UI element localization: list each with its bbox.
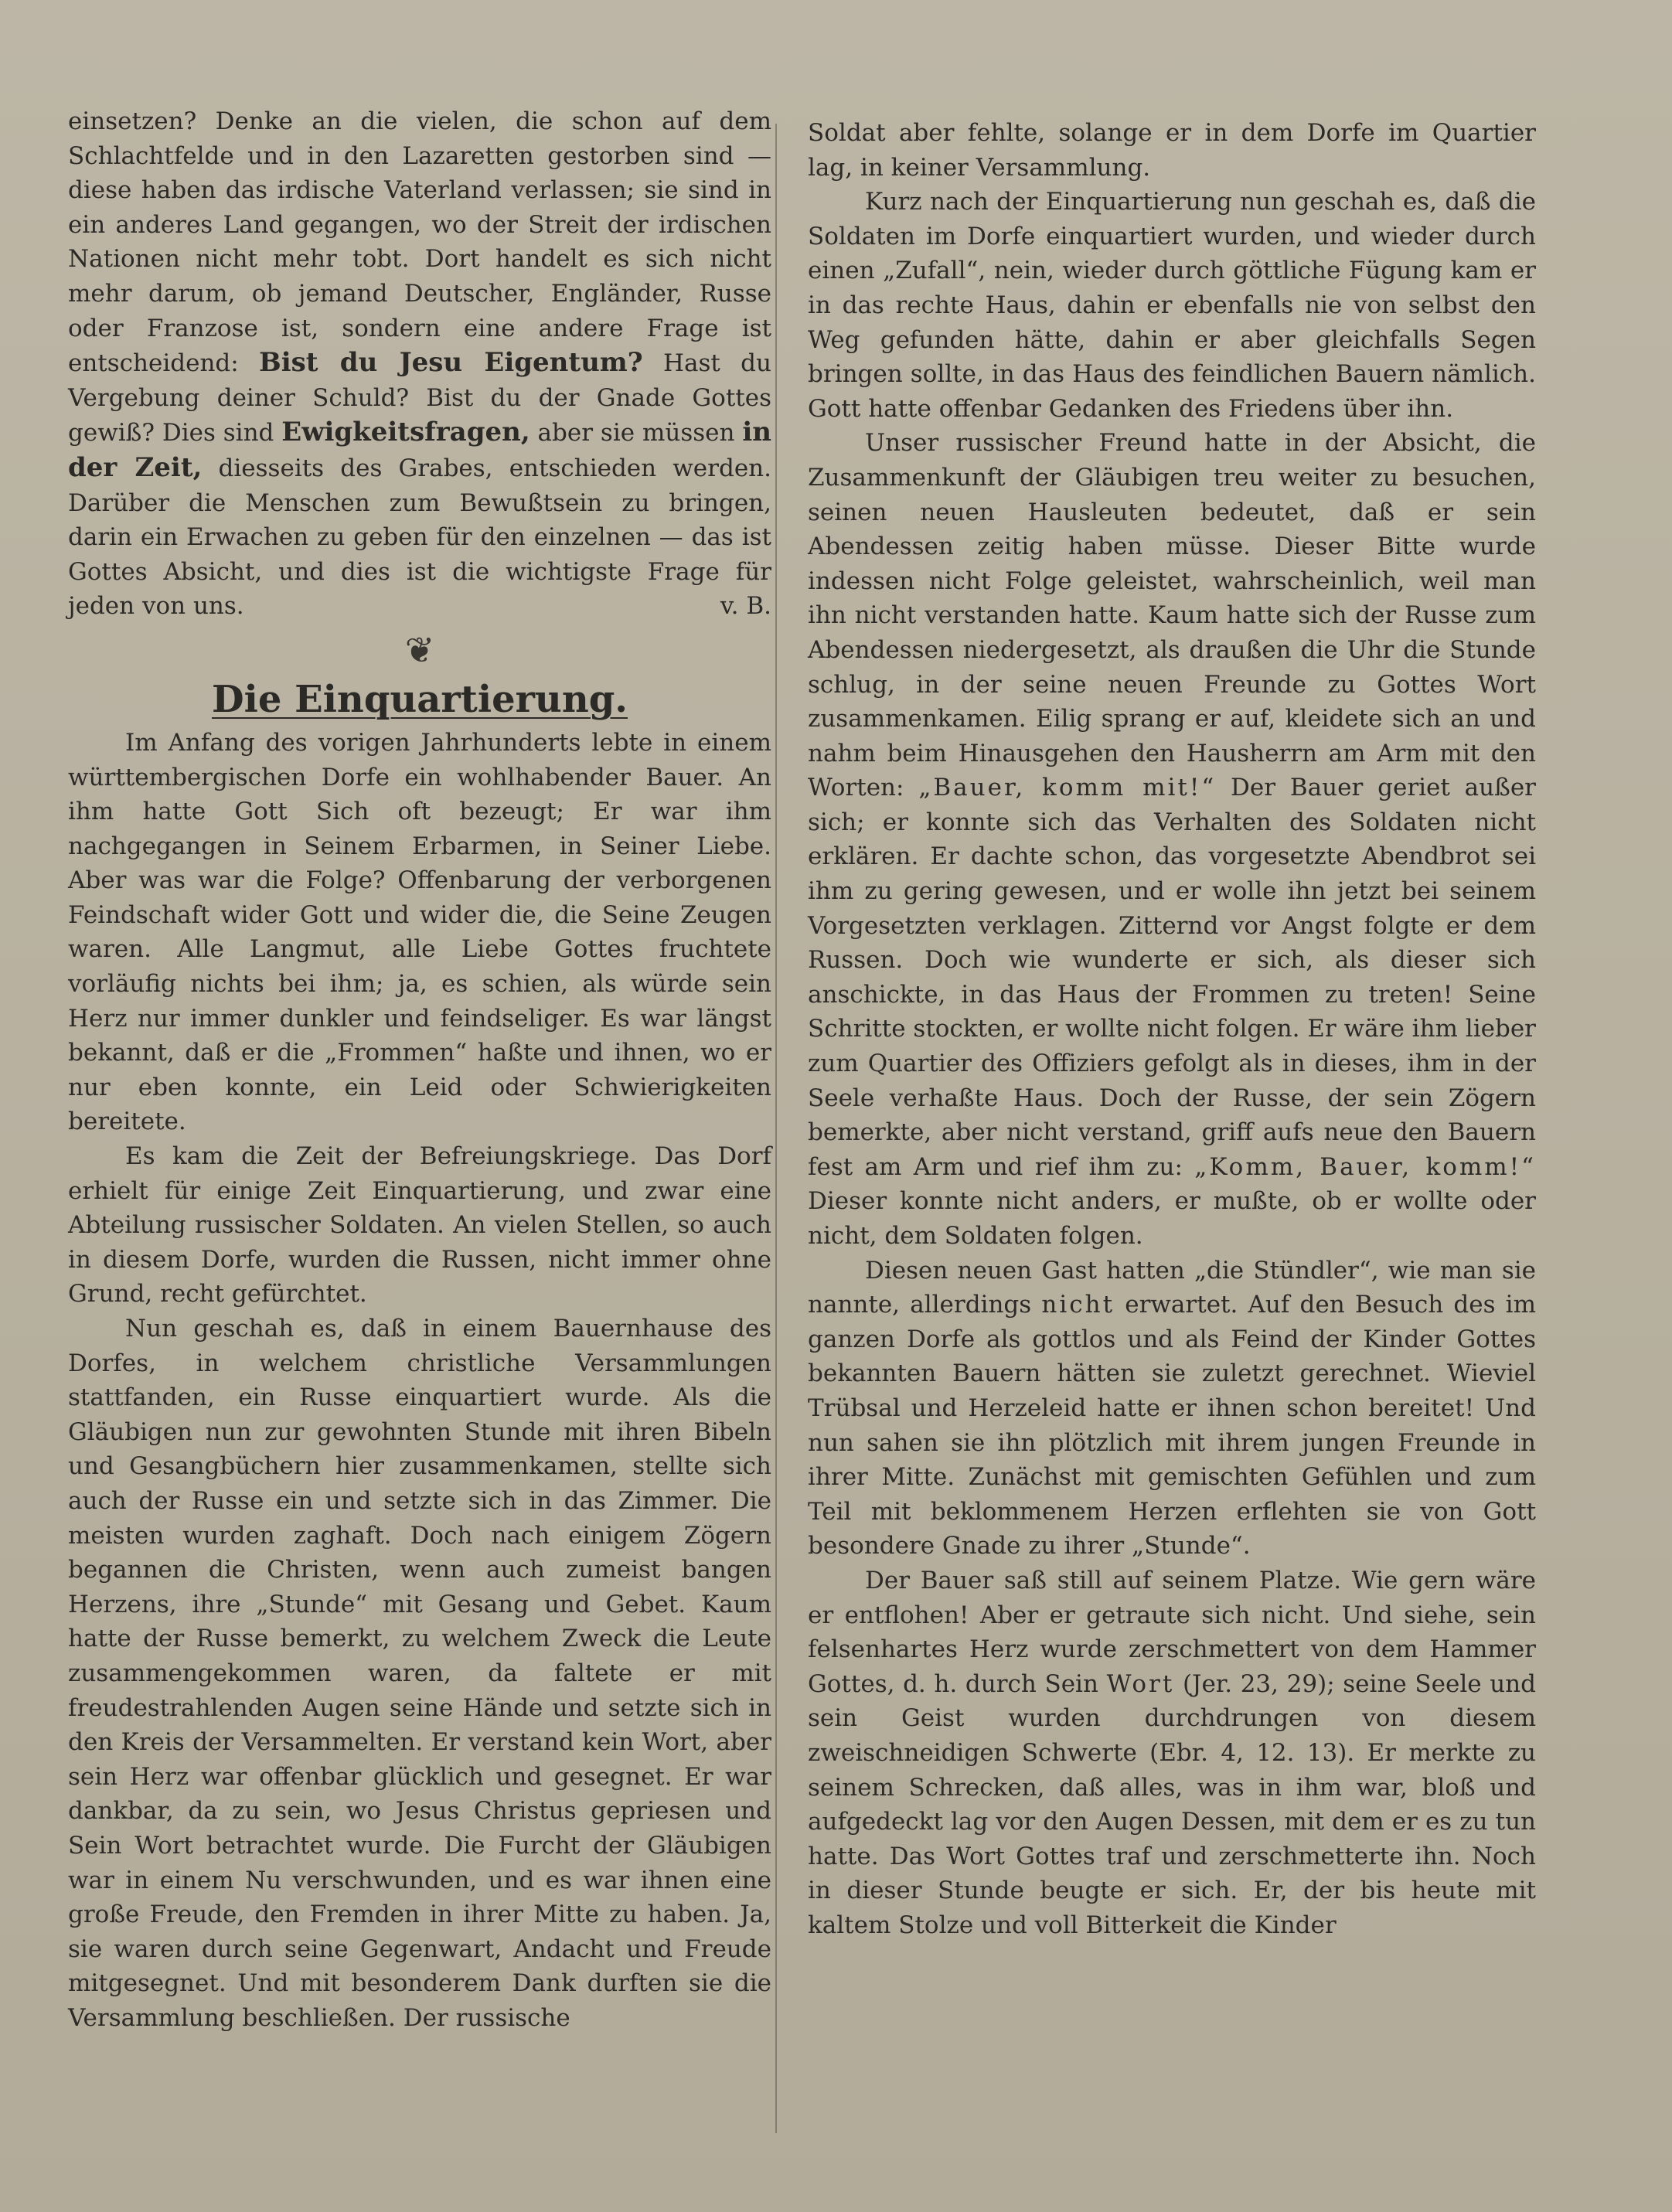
quote-bauer-komm-mit: „Bauer, komm mit!“ [918,774,1217,802]
article-paragraph-1: Im Anfang des vorigen Jahrhunderts lebte in einem württembergischen Dorfe ein wohlhabender Bauer. An ihm hatte Gott Sich oft bezeugt; Er war ihm nachgegangen in Seinem Erbarmen, in Seiner Liebe. Aber was war die Folge? Offenbarung der verborgenen Feindschaft wider Gott und wider die, die Seine Zeugen waren. Alle Langmut, alle Liebe Gottes fruchtete vorläufig nichts bei ihm; ja, es schien, als würde sein Herz nur immer dunkler und feindseliger. Es war längst bekannt, daß er die „Frommen“ haßte und ihnen, wo er nur eben konnte, ein Leid oder Schwierigkeiten bereitete. [68,728,771,1136]
right-paragraph-5 [808,1564,1536,1943]
intro-text: einsetzen? Denke an die vielen, die schon auf dem Schlachtfelde und in den Lazaretten gestorben sind — diese haben das irdische Vaterland verlassen; sie sind in ein anderes Land gegangen, wo der Streit der irdischen Nationen nicht mehr tobt. Dort handelt es sich nicht mehr darum, ob jemand Deutscher, Engländer, Russe oder Franzose ist, sondern eine andere Frage ist entscheidend: [68,107,771,378]
intro-cont: Hast du Vergebung deiner Schuld? Bist du der Gnade Gottes gewiß? Dies sind [68,349,771,448]
intro-cont2: aber sie müssen [537,419,735,448]
emph-wort: Wort [1106,1669,1175,1698]
right-paragraph-4-b: erwartet. Auf den Besuch des im ganzen Dorfe als gottlos und als Feind der Kinder Gottes bekannten Bauern hätten sie zuletzt gerechnet. Wieviel Trübsal und Herzeleid hatte er ihnen schon bereitet! Und nun sahen sie ihn plötzlich mit ihrem jungen Freunde in ihrer Mitte. Zunächst mit gemischten Gefühlen und zum Teil mit beklommenem Herzen erflehten sie von Gott besondere Gnade zu ihrer „Stunde“. [808,1291,1536,1560]
intro-paragraph [68,104,771,624]
intro-end: diesseits des Grabes, entschieden werden. Darüber die Menschen zum Bewußtsein zu bringen, darin ein Erwachen zu geben für den einzelnen — das ist Gottes Absicht, und dies ist die wichtigste Frage für jeden von uns. [68,454,771,621]
right-paragraph-1: Soldat aber fehlte, solange er in dem Dorfe im Quartier lag, in keiner Versammlung. [808,119,1536,182]
signature: v. B. [720,592,771,621]
right-column [808,116,1536,1942]
emph-eternity: Ewigkeitsfragen, [281,417,530,448]
right-paragraph-4-a: Diesen neuen Gast hatten „die Stündler“, wie man sie nannte, allerdings [808,1256,1536,1319]
right-paragraph-2: Kurz nach der Einquartierung nun geschah es, daß die Soldaten im Dorfe einquartiert wurden, und wieder durch einen „Zufall“, nein, wieder durch göttliche Fügung kam er in das rechte Haus, dahin er ebenfalls nie von selbst den Weg gefunden hätte, dahin er aber gleichfalls Segen bringen sollte, in das Haus des feindlichen Bauern nämlich. Gott hatte offenbar Gedanken des Friedens über ihn. [808,188,1536,423]
article-paragraph-3: Nun geschah es, daß in einem Bauernhause des Dorfes, in welchem christliche Versammlungen stattfanden, ein Russe einquartiert wurde. Als die Gläubigen nun zur gewohnten Stunde mit ihren Bibeln und Gesangbüchern hier zusammenkamen, stellte sich auch der Russe ein und setzte sich in das Zimmer. Die meisten wurden zaghaft. Doch nach einigem Zögern begannen die Christen, wenn auch zumeist bangen Herzens, ihre „Stunde“ mit Gesang und Gebet. Kaum hatte der Russe bemerkt, zu welchem Zweck die Leute zusammengekommen waren, da faltete er mit freudestrahlenden Augen seine Hände und setzte sich in den Kreis der Versammelten. Er verstand kein Wort, aber sein Herz war offenbar glücklich und gesegnet. Er war dankbar, da zu sein, wo Jesus Christus gepriesen und Sein Wort betrachtet wurde. Die Furcht der Gläubigen war in einem Nu verschwunden, und es war ihnen eine große Freude, den Fremden in ihrer Mitte zu haben. Ja, sie waren durch seine Gegenwart, Andacht und Freude mitgesegnet. Und mit besonderem Dank durften sie die Versammlung beschließen. Der russische [68,1315,771,2032]
article-paragraph-2: Es kam die Zeit der Befreiungskriege. Das Dorf erhielt für einige Zeit Einquartierung, und zwar eine Abteilung russischer Soldaten. An vielen Stellen, so auch in diesem Dorfe, wurden die Russen, nicht immer ohne Grund, recht gefürchtet. [68,1142,771,1308]
article-title: Die Einquartierung. [212,677,628,721]
column-divider [775,124,777,2133]
emph-nicht: nicht [1041,1291,1115,1319]
right-paragraph-4 [808,1254,1536,1564]
right-paragraph-5-b: (Jer. 23, 29); seine Seele und sein Geist wurden durchdrungen von diesem zweischneidigen Schwerte (Ebr. 4, 12. 13). Er merkte zu seinem Schrecken, daß alles, was in ihm war, bloß und aufgedeckt lag vor den Augen Dessen, mit dem er es zu tun hatte. Das Wort Gottes traf und zerschmetterte ihn. Noch in dieser Stunde beugte er sich. Er, der bis heute mit kaltem Stolze und voll Bitterkeit die Kinder [808,1669,1536,1939]
right-paragraph-5-a: Der Bauer saß still auf seinem Platze. Wie gern wäre er entflohen! Aber er getraute sich nicht. Und siehe, sein felsenhartes Herz wurde zerschmettert von dem Hammer Gottes, d. h. durch Sein [808,1566,1536,1698]
quote-komm-bauer: „Komm, Bauer, komm!“ [1194,1152,1536,1181]
right-paragraph-3-b: Der Bauer geriet außer sich; er konnte sich das Verhalten des Soldaten nicht erklären. Er dachte schon, das vorgesetzte Abendbrot sei ihm zu gering gewesen, und er wolle ihn jetzt bei seinem Vorgesetzten verklagen. Zitternd vor Angst folgte er dem Russen. Doch wie wunderte er sich, als dieser sich anschickte, in das Haus der Frommen zu treten! Seine Schritte stockten, er wollte nicht folgen. Er wäre ihm lieber zum Quartier des Offiziers gefolgt als in dieses, ihm in der Seele verhaßte Haus. Doch der Russe, der sein Zögern bemerkte, aber nicht verstand, griff aufs neue den Bauern fest am Arm und rief ihm zu: [808,774,1537,1181]
ornament-icon: ❦ [404,628,435,671]
right-paragraph-3 [808,426,1536,1253]
left-column [68,104,771,2035]
emph-question: Bist du Jesu Eigentum? [259,347,643,379]
emph-time: in der Zeit, [68,417,771,483]
right-paragraph-3-c: Dieser konnte nicht anders, er mußte, ob er wollte oder nicht, dem Soldaten folgen. [808,1187,1536,1250]
right-paragraph-3-a: Unser russischer Freund hatte in der Absicht, die Zusammenkunft der Gläubigen treu weiter zu besuchen, seinen neuen Hausleuten bedeutet, daß er sein Abendessen zeitig haben müsse. Dieser Bitte wurde indessen nicht Folge geleistet, wahrscheinlich, weil man ihn nicht verstanden hatte. Kaum hatte sich der Russe zum Abendessen niedergesetzt, als draußen die Uhr die Stunde schlug, in der seine neuen Freunde zu Gottes Wort zusammenkamen. Eilig sprang er auf, kleidete sich an und nahm beim Hinausgehen den Hausherrn am Arm mit den Worten: [808,429,1536,802]
